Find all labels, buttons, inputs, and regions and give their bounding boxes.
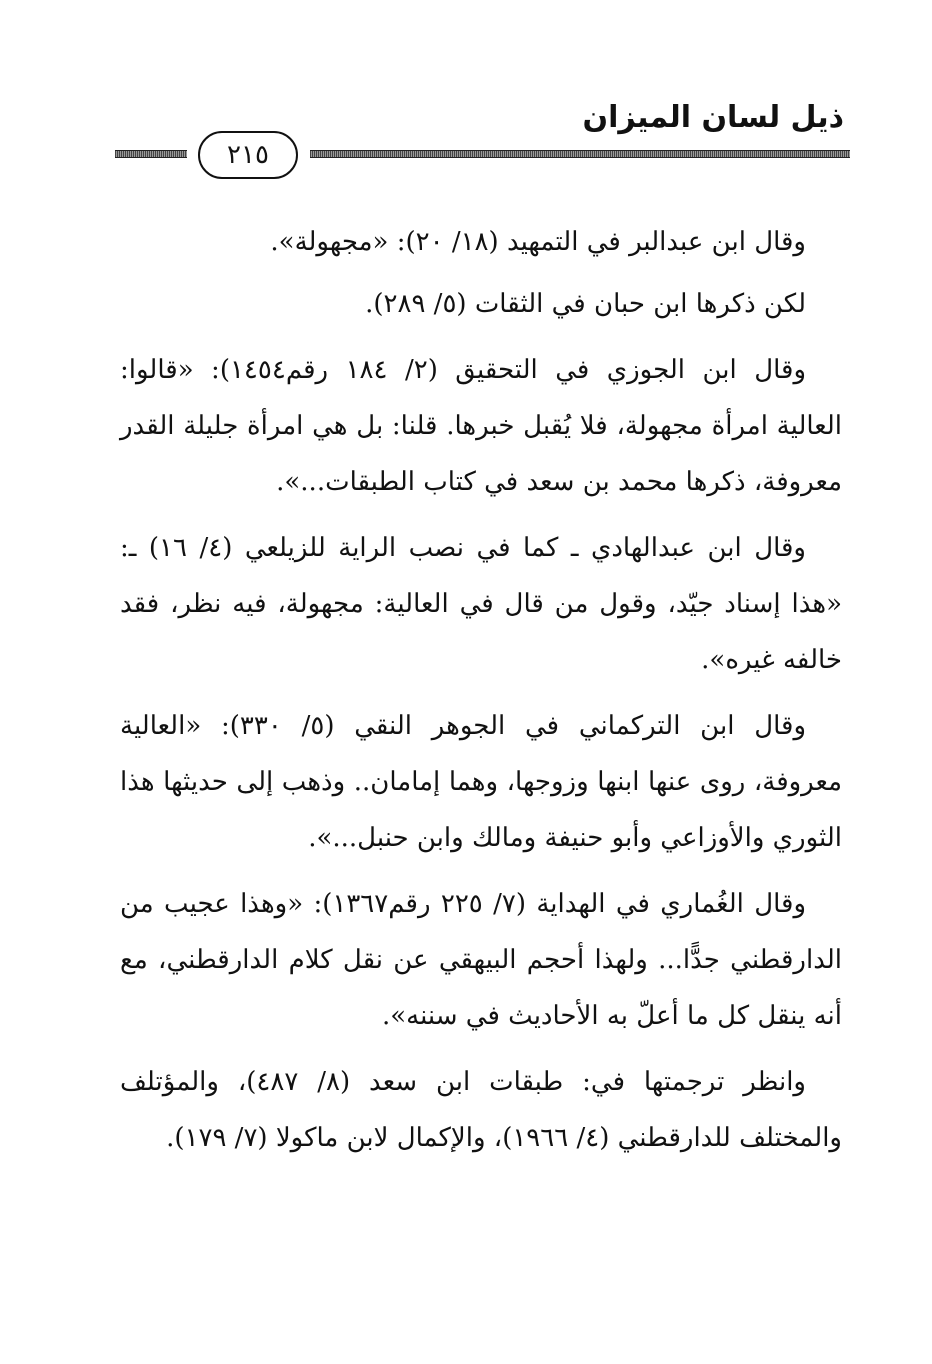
- running-title: ذيل لسان الميزان: [582, 100, 844, 135]
- paragraph-ibn-hibban: لكن ذكرها ابن حبان في الثقات (٥/ ٢٨٩).: [365, 289, 806, 319]
- page-number: ٢١٥: [198, 131, 298, 179]
- header-rule-left: [115, 150, 187, 158]
- paragraph-ibn-aljawzi: وقال ابن الجوزي في التحقيق (٢/ ١٨٤ رقم١٤٥٤): «قالوا: العالية امرأة مجهولة، فلا يُقبل خبرها. قلنا: بل هي امرأة جليلة القدر معروفة، ذكرها محمد بن سعد في كتاب الطبقات...».: [120, 355, 842, 497]
- paragraph-alghumari: وقال الغُماري في الهداية (٧/ ٢٢٥ رقم١٣٦٧): «وهذا عجيب من الدارقطني جدًّا... ولهذا أحجم البيهقي عن نقل كلام الدارقطني، مع أنه ينقل كل ما أعلّ به الأحاديث في سننه».: [120, 889, 842, 1031]
- paragraph-ibn-alturkmani: وقال ابن التركماني في الجوهر النقي (٥/ ٣٣٠): «العالية معروفة، روى عنها ابنها وزوجها، وهما إمامان.. وذهب إلى حديثها هذا الثوري والأوزاعي وأبو حنيفة ومالك وابن حنبل...».: [120, 711, 842, 853]
- page-body: [120, 214, 842, 1176]
- header-rule-right: [310, 150, 850, 158]
- paragraph-ibn-abdulbarr: وقال ابن عبدالبر في التمهيد (١٨/ ٢٠): «مجهولة».: [270, 227, 806, 257]
- paragraph-references: وانظر ترجمتها في: طبقات ابن سعد (٨/ ٤٨٧)، والمؤتلف والمختلف للدارقطني (٤/ ١٩٦٦)، والإكمال لابن ماكولا (٧/ ١٧٩).: [120, 1067, 842, 1153]
- paragraph-ibn-abdulhadi: وقال ابن عبدالهادي ـ كما في نصب الراية للزيلعي (٤/ ١٦) ـ: «هذا إسناد جيّد، وقول من قال في العالية: مجهولة، فيه نظر، فقد خالفه غيره».: [120, 533, 842, 675]
